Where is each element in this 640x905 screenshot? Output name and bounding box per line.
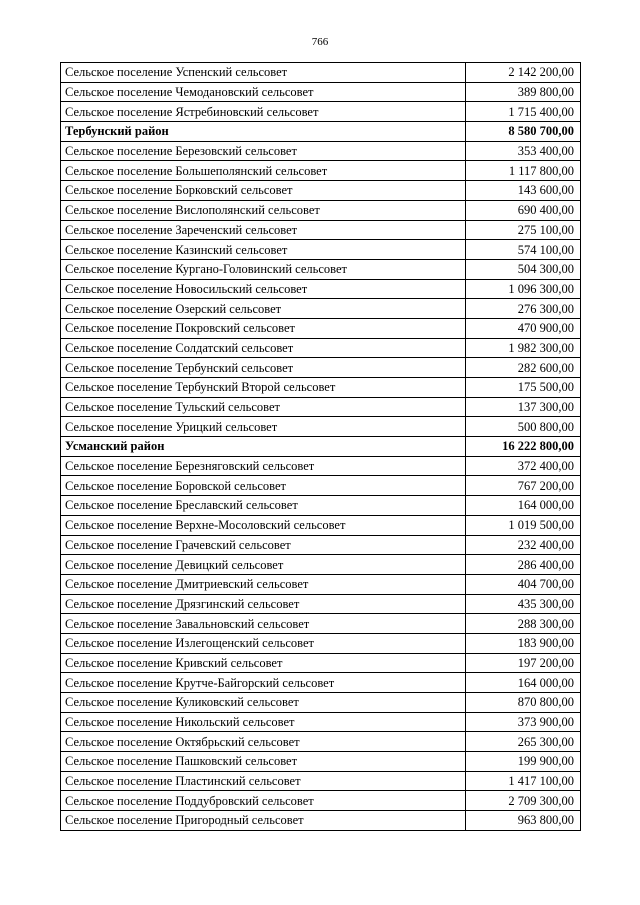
table-row: [61, 732, 581, 752]
settlement-amount: 143 600,00: [466, 181, 581, 201]
settlement-amount: 574 100,00: [466, 240, 581, 260]
settlement-amount: 870 800,00: [466, 693, 581, 713]
table-row: [61, 771, 581, 791]
settlement-name: Сельское поселение Кургано-Головинский сельсовет: [61, 259, 466, 279]
table-row: [61, 653, 581, 673]
settlement-amount: 286 400,00: [466, 555, 581, 575]
table-row: [61, 318, 581, 338]
table-row: [61, 555, 581, 575]
settlement-name: Сельское поселение Завальновский сельсовет: [61, 614, 466, 634]
table-row: [61, 200, 581, 220]
settlement-name: Сельское поселение Новосильский сельсовет: [61, 279, 466, 299]
table-row: [61, 476, 581, 496]
table-row: [61, 614, 581, 634]
settlement-name: Сельское поселение Девицкий сельсовет: [61, 555, 466, 575]
settlement-name: Сельское поселение Дмитриевский сельсовет: [61, 574, 466, 594]
settlement-amount: 175 500,00: [466, 378, 581, 398]
settlement-name: Сельское поселение Излегощенский сельсовет: [61, 633, 466, 653]
table-row: [61, 752, 581, 772]
settlement-name: Сельское поселение Октябрьский сельсовет: [61, 732, 466, 752]
settlement-amount: 353 400,00: [466, 141, 581, 161]
settlement-name: Сельское поселение Дрязгинский сельсовет: [61, 594, 466, 614]
table-row: [61, 594, 581, 614]
table-row: [61, 358, 581, 378]
settlement-amount: 767 200,00: [466, 476, 581, 496]
settlement-amount: 504 300,00: [466, 259, 581, 279]
settlement-name: Сельское поселение Березовский сельсовет: [61, 141, 466, 161]
settlement-name: Сельское поселение Вислополянский сельсовет: [61, 200, 466, 220]
settlement-amount: 500 800,00: [466, 417, 581, 437]
settlement-name: Сельское поселение Озерский сельсовет: [61, 299, 466, 319]
settlement-amount: 1 982 300,00: [466, 338, 581, 358]
table-row: [61, 633, 581, 653]
settlement-amount: 1 096 300,00: [466, 279, 581, 299]
settlement-amount: 470 900,00: [466, 318, 581, 338]
district-row: [61, 437, 581, 457]
settlement-name: Сельское поселение Никольский сельсовет: [61, 712, 466, 732]
settlement-name: Сельское поселение Ястребиновский сельсовет: [61, 102, 466, 122]
settlement-name: Сельское поселение Пашковский сельсовет: [61, 752, 466, 772]
district-name: Тербунский район: [61, 122, 466, 142]
table-row: [61, 673, 581, 693]
budget-table-body: [61, 63, 581, 831]
table-row: [61, 791, 581, 811]
settlement-name: Сельское поселение Тербунский Второй сельсовет: [61, 378, 466, 398]
settlement-amount: 389 800,00: [466, 82, 581, 102]
table-row: [61, 82, 581, 102]
table-row: [61, 712, 581, 732]
settlement-amount: 199 900,00: [466, 752, 581, 772]
table-row: [61, 693, 581, 713]
settlement-name: Сельское поселение Пригородный сельсовет: [61, 811, 466, 831]
settlement-name: Сельское поселение Грачевский сельсовет: [61, 535, 466, 555]
settlement-amount: 1 715 400,00: [466, 102, 581, 122]
settlement-name: Сельское поселение Верхне-Мосоловский сельсовет: [61, 515, 466, 535]
settlement-amount: 276 300,00: [466, 299, 581, 319]
table-row: [61, 279, 581, 299]
settlement-amount: 963 800,00: [466, 811, 581, 831]
district-row: [61, 122, 581, 142]
settlement-name: Сельское поселение Борковский сельсовет: [61, 181, 466, 201]
district-name: Усманский район: [61, 437, 466, 457]
settlement-name: Сельское поселение Тульский сельсовет: [61, 397, 466, 417]
table-row: [61, 574, 581, 594]
table-row: [61, 63, 581, 83]
table-row: [61, 338, 581, 358]
settlement-amount: 1 019 500,00: [466, 515, 581, 535]
table-row: [61, 811, 581, 831]
settlement-amount: 275 100,00: [466, 220, 581, 240]
settlement-amount: 232 400,00: [466, 535, 581, 555]
table-row: [61, 141, 581, 161]
settlement-amount: 373 900,00: [466, 712, 581, 732]
settlement-amount: 164 000,00: [466, 496, 581, 516]
settlement-name: Сельское поселение Пластинский сельсовет: [61, 771, 466, 791]
settlement-name: Сельское поселение Тербунский сельсовет: [61, 358, 466, 378]
budget-table: [60, 62, 581, 831]
settlement-name: Сельское поселение Зареченский сельсовет: [61, 220, 466, 240]
settlement-name: Сельское поселение Крутче-Байгорский сельсовет: [61, 673, 466, 693]
table-row: [61, 515, 581, 535]
settlement-amount: 183 900,00: [466, 633, 581, 653]
settlement-amount: 1 117 800,00: [466, 161, 581, 181]
table-row: [61, 299, 581, 319]
district-amount: 8 580 700,00: [466, 122, 581, 142]
table-row: [61, 181, 581, 201]
settlement-amount: 1 417 100,00: [466, 771, 581, 791]
table-row: [61, 397, 581, 417]
settlement-amount: 404 700,00: [466, 574, 581, 594]
table-row: [61, 240, 581, 260]
table-row: [61, 161, 581, 181]
settlement-name: Сельское поселение Куликовский сельсовет: [61, 693, 466, 713]
table-row: [61, 456, 581, 476]
settlement-amount: 265 300,00: [466, 732, 581, 752]
settlement-amount: 2 709 300,00: [466, 791, 581, 811]
settlement-name: Сельское поселение Казинский сельсовет: [61, 240, 466, 260]
settlement-name: Сельское поселение Боровской сельсовет: [61, 476, 466, 496]
settlement-amount: 197 200,00: [466, 653, 581, 673]
settlement-amount: 137 300,00: [466, 397, 581, 417]
table-row: [61, 535, 581, 555]
settlement-name: Сельское поселение Кривский сельсовет: [61, 653, 466, 673]
settlement-amount: 690 400,00: [466, 200, 581, 220]
settlement-name: Сельское поселение Поддубровский сельсовет: [61, 791, 466, 811]
settlement-amount: 288 300,00: [466, 614, 581, 634]
settlement-name: Сельское поселение Чемодановский сельсовет: [61, 82, 466, 102]
settlement-name: Сельское поселение Большеполянский сельсовет: [61, 161, 466, 181]
page-number: 766: [311, 36, 329, 48]
district-amount: 16 222 800,00: [466, 437, 581, 457]
table-row: [61, 417, 581, 437]
settlement-amount: 2 142 200,00: [466, 63, 581, 83]
settlement-amount: 435 300,00: [466, 594, 581, 614]
table-row: [61, 378, 581, 398]
table-row: [61, 259, 581, 279]
settlement-name: Сельское поселение Покровский сельсовет: [61, 318, 466, 338]
settlement-name: Сельское поселение Березняговский сельсовет: [61, 456, 466, 476]
table-row: [61, 496, 581, 516]
settlement-name: Сельское поселение Бреславский сельсовет: [61, 496, 466, 516]
table-row: [61, 220, 581, 240]
settlement-amount: 282 600,00: [466, 358, 581, 378]
settlement-name: Сельское поселение Солдатский сельсовет: [61, 338, 466, 358]
table-row: [61, 102, 581, 122]
settlement-name: Сельское поселение Урицкий сельсовет: [61, 417, 466, 437]
settlement-name: Сельское поселение Успенский сельсовет: [61, 63, 466, 83]
settlement-amount: 372 400,00: [466, 456, 581, 476]
settlement-amount: 164 000,00: [466, 673, 581, 693]
